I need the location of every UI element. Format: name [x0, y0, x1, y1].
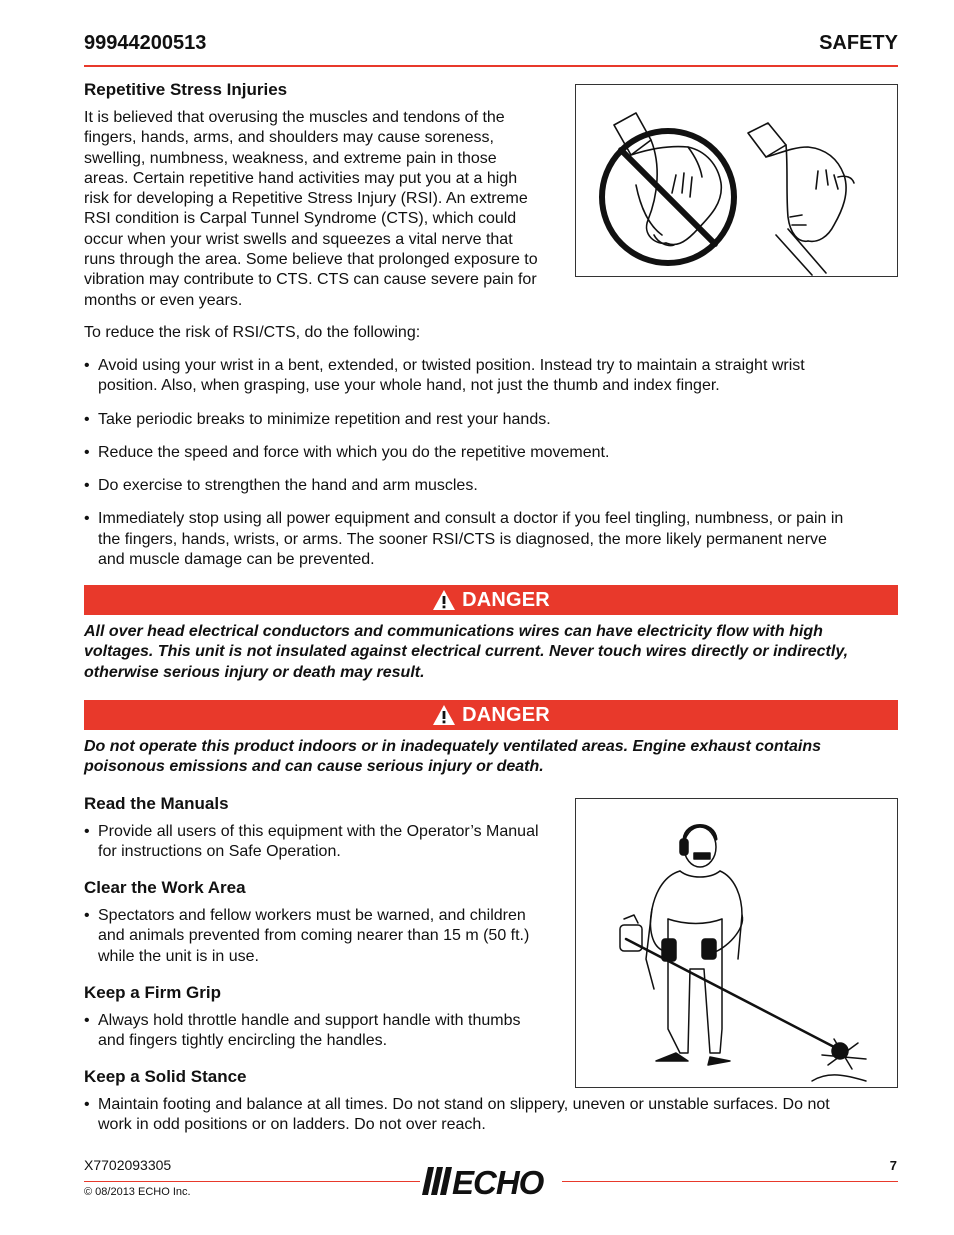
echo-logo	[422, 1163, 562, 1199]
grip-heading: Keep a Firm Grip	[84, 983, 221, 1002]
rsi-intro: To reduce the risk of RSI/CTS, do the following:	[84, 324, 421, 341]
footer-rule-right	[562, 1181, 898, 1182]
logo-text: ECHO	[452, 1164, 544, 1199]
list-item: • Spectators and fellow workers must be warned, and children and animals prevented from coming nearer than 15 m (50 ft.) while the unit is in use.	[84, 906, 569, 967]
list-item: • Take periodic breaks to minimize repetition and rest your hands.	[84, 410, 899, 430]
list-item: • Always hold throttle handle and support handle with thumbs and fingers tightly encircling the handles.	[84, 1011, 569, 1052]
manuals-heading: Read the Manuals	[84, 794, 229, 813]
danger-message-2: Do not operate this product indoors or in inadequately ventilated areas. Engine exhaust contains poisonous emissions and can cause serious injury or death.	[84, 738, 822, 776]
list-item: • Do exercise to strengthen the hand and arm muscles.	[84, 476, 899, 496]
danger-banner-2	[84, 700, 898, 730]
warning-triangle-icon	[432, 589, 456, 611]
warning-triangle-icon	[432, 704, 456, 726]
operator-figure	[575, 798, 898, 1088]
list-item: • Avoid using your wrist in a bent, extended, or twisted position. Instead try to maintain a straight wrist position. Also, when grasping, use your whole hand, not just the thumb and index finger.	[84, 356, 899, 397]
list-item: • Provide all users of this equipment with the Operator’s Manual for instructions on Safe Operation.	[84, 822, 569, 863]
danger-label: DANGER	[462, 588, 550, 611]
section-title: SAFETY	[819, 32, 898, 54]
header-rule	[84, 65, 898, 67]
rsi-paragraph: It is believed that overusing the muscles and tendons of the fingers, hands, arms, and shoulders may cause soreness, swelling, numbness, weakness, and extreme pain in those areas. Certain repetitive hand activities may put you at a high risk for developing a Repetitive Stress Injury (RSI). An extreme RSI condition is Carpal Tunnel Syndrome (CTS), which could occur when your wrist swells and squeezes a vital nerve that runs through the area. Some believe that prolonged exposure to vibration may contribute to CTS. CTS can cause severe pain for months or even years.	[84, 109, 538, 309]
work-area-heading: Clear the Work Area	[84, 878, 246, 897]
document-number: 99944200513	[84, 32, 207, 54]
list-item: • Maintain footing and balance at all times. Do not stand on slippery, uneven or unstable surfaces. Do not work in odd positions or on ladders. Do not over reach.	[84, 1095, 899, 1136]
work-area-list	[84, 906, 569, 967]
footer-rule-left	[84, 1181, 420, 1182]
footer-code: X7702093305	[84, 1157, 172, 1173]
danger-banner-1	[84, 585, 898, 615]
danger-label: DANGER	[462, 703, 550, 726]
stance-heading: Keep a Solid Stance	[84, 1067, 247, 1086]
grip-list	[84, 1011, 569, 1052]
copyright: © 08/2013 ECHO Inc.	[84, 1186, 191, 1198]
stance-list	[84, 1095, 899, 1136]
list-item: • Immediately stop using all power equipment and consult a doctor if you feel tingling, numbness, or pain in the fingers, hands, wrists, or arms. The sooner RSI/CTS is diagnosed, the more likely permanent nerve and muscle damage can be prevented.	[84, 509, 899, 570]
list-item: • Reduce the speed and force with which you do the repetitive movement.	[84, 443, 899, 463]
rsi-bullet-list	[84, 356, 899, 583]
danger-message-1: All over head electrical conductors and communications wires can have electricity flow with high voltages. This unit is not insulated against electrical current. Never touch wires directly or indirectly, otherwise serious injury or death may result.	[84, 623, 849, 681]
wrist-position-figure	[575, 84, 898, 277]
page-number: 7	[889, 1158, 897, 1173]
manuals-list	[84, 822, 569, 863]
rsi-heading: Repetitive Stress Injuries	[84, 80, 288, 99]
